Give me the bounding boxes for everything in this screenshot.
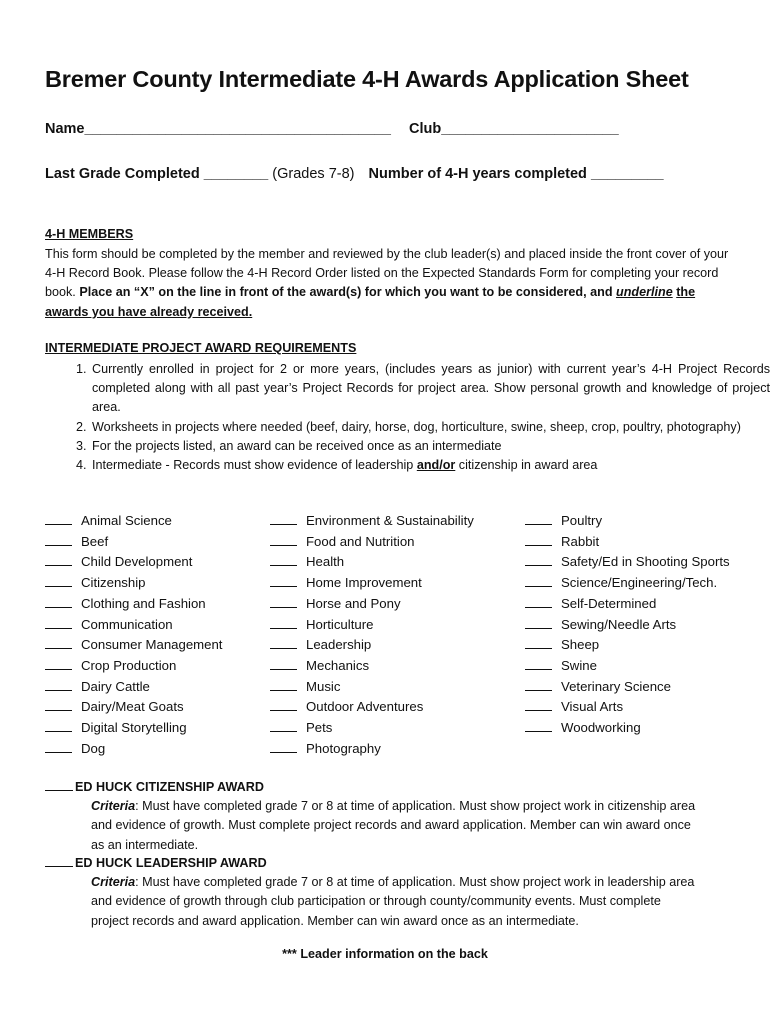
citizenship-criteria: [45, 797, 701, 855]
award-checkbox-line[interactable]: [525, 574, 552, 587]
award-label: Food and Nutrition: [306, 533, 415, 549]
years-label: Number of 4-H years completed: [368, 166, 587, 182]
club-field[interactable]: ______________________: [441, 121, 619, 137]
award-option: [270, 573, 474, 594]
requirement-item: 3. For the projects listed, an award can be received once as an intermediate: [90, 437, 770, 456]
award-option: [45, 697, 222, 718]
award-checkbox-line[interactable]: [270, 636, 297, 649]
awards-column-1: [45, 511, 222, 759]
award-label: Consumer Management: [81, 637, 223, 653]
award-label: Safety/Ed in Shooting Sports: [561, 554, 730, 570]
award-label: Crop Production: [81, 657, 177, 673]
award-label: Rabbit: [561, 533, 600, 549]
award-checkbox-line[interactable]: [525, 657, 552, 670]
award-label: Home Improvement: [306, 575, 422, 591]
award-checkbox-line[interactable]: [45, 636, 72, 649]
grade-field[interactable]: ________: [203, 166, 269, 182]
award-label: Dairy/Meat Goats: [81, 699, 184, 715]
award-option: [45, 573, 222, 594]
award-label: Horticulture: [306, 616, 374, 632]
award-label: Child Development: [81, 554, 193, 570]
members-bold-end: the awards you have already received.: [45, 285, 696, 319]
award-label: Animal Science: [81, 513, 172, 528]
award-label: Veterinary Science: [561, 678, 671, 694]
award-checkbox-line[interactable]: [45, 657, 72, 670]
award-option: [270, 697, 474, 718]
citizenship-award: [45, 778, 701, 855]
award-option: [45, 677, 222, 698]
award-option: [45, 739, 222, 760]
members-text: This form should be completed by the member and reviewed by the club leader(s) and placed inside the front cover of your 4-H Record Book. Please follow the 4-H Record Order listed on the Expected Standards Form for completing your record book.: [45, 247, 729, 300]
award-checkbox-line[interactable]: [45, 698, 72, 711]
leadership-title-text: ED HUCK LEADERSHIP AWARD: [75, 856, 267, 870]
members-underline-word: underline: [616, 285, 673, 300]
award-option: [270, 635, 474, 656]
award-option: [270, 656, 474, 677]
award-label: Horse and Pony: [306, 595, 401, 611]
award-label: Visual Arts: [561, 699, 624, 715]
award-checkbox-line[interactable]: [270, 616, 297, 629]
requirement-item: [90, 456, 770, 475]
award-label: Photography: [306, 740, 381, 756]
name-field[interactable]: ______________________________________: [84, 121, 391, 137]
award-label: Dog: [81, 740, 106, 756]
award-option: [525, 718, 730, 739]
award-label: Communication: [81, 616, 173, 632]
award-checkbox-line[interactable]: [45, 616, 72, 629]
award-checkbox-line[interactable]: [525, 553, 552, 566]
grade-label: Last Grade Completed: [45, 166, 200, 182]
award-checkbox-line[interactable]: [525, 533, 552, 546]
award-option: [525, 677, 730, 698]
award-label: Poultry: [561, 513, 603, 528]
leadership-award: [45, 854, 701, 931]
name-label: Name: [45, 121, 85, 137]
award-option: [270, 739, 474, 760]
award-option: [270, 615, 474, 636]
award-label: Health: [306, 554, 345, 570]
award-checkbox-line[interactable]: [270, 698, 297, 711]
club-label: Club: [409, 121, 442, 137]
award-checkbox-line[interactable]: [525, 636, 552, 649]
award-checkbox-line[interactable]: [45, 574, 72, 587]
grade-hint: (Grades 7-8): [272, 166, 355, 182]
award-checkbox-line[interactable]: [270, 533, 297, 546]
award-option: [45, 552, 222, 573]
award-option: [45, 532, 222, 553]
citizenship-title-text: ED HUCK CITIZENSHIP AWARD: [75, 780, 264, 794]
page-title: Bremer County Intermediate 4-H Awards Application Sheet: [45, 66, 689, 92]
members-instructions: [45, 245, 735, 322]
award-option: [45, 615, 222, 636]
award-checkbox-line[interactable]: [270, 574, 297, 587]
citizenship-award-line[interactable]: [45, 778, 73, 791]
award-option: [45, 718, 222, 739]
and-or-emphasis: and/or: [416, 458, 456, 473]
award-option: [270, 594, 474, 615]
award-checkbox-line[interactable]: [525, 719, 552, 732]
award-option: [270, 511, 474, 532]
award-checkbox-line[interactable]: [270, 719, 297, 732]
award-checkbox-line[interactable]: [525, 512, 552, 525]
award-option: [525, 573, 730, 594]
awards-column-3: [525, 511, 730, 739]
award-label: Swine: [561, 657, 597, 673]
award-option: [270, 532, 474, 553]
award-label: Citizenship: [81, 575, 146, 591]
criteria-label: Criteria: [91, 875, 136, 890]
award-checkbox-line[interactable]: [45, 740, 72, 753]
criteria-text: : Must have completed grade 7 or 8 at time of application. Must show project work in citizenship area and evidence of growth. Must complete project records and award application. Member can win award once as an intermediate.: [91, 799, 696, 852]
award-checkbox-line[interactable]: [525, 678, 552, 691]
award-checkbox-line[interactable]: [270, 595, 297, 608]
award-label: Science/Engineering/Tech.: [561, 575, 718, 591]
award-checkbox-line[interactable]: [45, 553, 72, 566]
award-option: [525, 511, 730, 532]
awards-column-2: [270, 511, 474, 759]
award-checkbox-line[interactable]: [45, 719, 72, 732]
criteria-text: : Must have completed grade 7 or 8 at time of application. Must show project work in leadership area and evidence of growth through club participation or through county/community events. Must complete project records and award application. Member can win award once as an intermediate.: [91, 875, 695, 928]
grade-years-row: [45, 166, 664, 182]
award-label: Dairy Cattle: [81, 678, 150, 694]
requirement-text: Intermediate - Records must show evidence of leadership: [92, 458, 414, 473]
award-option: [525, 615, 730, 636]
back-page-note: *** Leader information on the back: [282, 947, 488, 961]
award-option: [270, 677, 474, 698]
requirement-item: 2. Worksheets in projects where needed (beef, dairy, horse, dog, horticulture, swine, sheep, crop, poultry, photography): [90, 418, 770, 437]
award-option: [45, 594, 222, 615]
requirements-heading: INTERMEDIATE PROJECT AWARD REQUIREMENTS: [45, 341, 357, 355]
criteria-label: Criteria: [91, 799, 136, 814]
members-heading: 4-H MEMBERS: [45, 227, 134, 241]
award-checkbox-line[interactable]: [45, 595, 72, 608]
award-label: Self-Determined: [561, 595, 657, 611]
award-label: Digital Storytelling: [81, 720, 187, 736]
award-label: Beef: [81, 533, 109, 549]
award-checkbox-line[interactable]: [270, 553, 297, 566]
award-checkbox-line[interactable]: [270, 512, 297, 525]
award-option: [525, 635, 730, 656]
award-option: [45, 511, 222, 532]
award-checkbox-line[interactable]: [525, 595, 552, 608]
award-label: Sheep: [561, 637, 600, 653]
years-field[interactable]: _________: [590, 166, 664, 182]
requirement-item: 1. Currently enrolled in project for 2 or more years, (includes years as junior) with current year’s 4-H Project Records completed along with all past year’s Project Records for project area. Show personal growth and knowledge of project area.: [90, 360, 770, 418]
award-option: [525, 532, 730, 553]
award-option: [45, 656, 222, 677]
award-label: Music: [306, 678, 341, 694]
name-club-row: [45, 121, 619, 137]
award-label: Pets: [306, 720, 333, 736]
award-checkbox-line[interactable]: [525, 698, 552, 711]
award-option: [270, 718, 474, 739]
leadership-criteria: [45, 873, 701, 931]
award-label: Clothing and Fashion: [81, 595, 206, 611]
award-option: [525, 594, 730, 615]
award-option: [525, 697, 730, 718]
award-label: Outdoor Adventures: [306, 699, 424, 715]
award-option: [270, 552, 474, 573]
award-option: [45, 635, 222, 656]
members-bold-text: Place an “X” on the line in front of the award(s) for which you want to be considered, and: [79, 285, 613, 300]
leadership-award-line[interactable]: [45, 854, 73, 867]
award-option: [525, 656, 730, 677]
award-checkbox-line[interactable]: [525, 616, 552, 629]
award-checkbox-line[interactable]: [270, 678, 297, 691]
award-label: Environment & Sustainability: [306, 513, 474, 528]
award-checkbox-line[interactable]: [270, 740, 297, 753]
award-checkbox-line[interactable]: [45, 512, 72, 525]
award-checkbox-line[interactable]: [45, 678, 72, 691]
award-label: Leadership: [306, 637, 372, 653]
award-checkbox-line[interactable]: [45, 533, 72, 546]
award-label: Woodworking: [561, 720, 641, 736]
requirement-text-end: citizenship in award area: [458, 458, 598, 473]
award-checkbox-line[interactable]: [270, 657, 297, 670]
citizenship-award-title: [45, 778, 701, 797]
requirements-list: [45, 360, 770, 475]
leadership-award-title: [45, 854, 701, 873]
award-label: Sewing/Needle Arts: [561, 616, 677, 632]
award-option: [525, 552, 730, 573]
award-label: Mechanics: [306, 657, 370, 673]
